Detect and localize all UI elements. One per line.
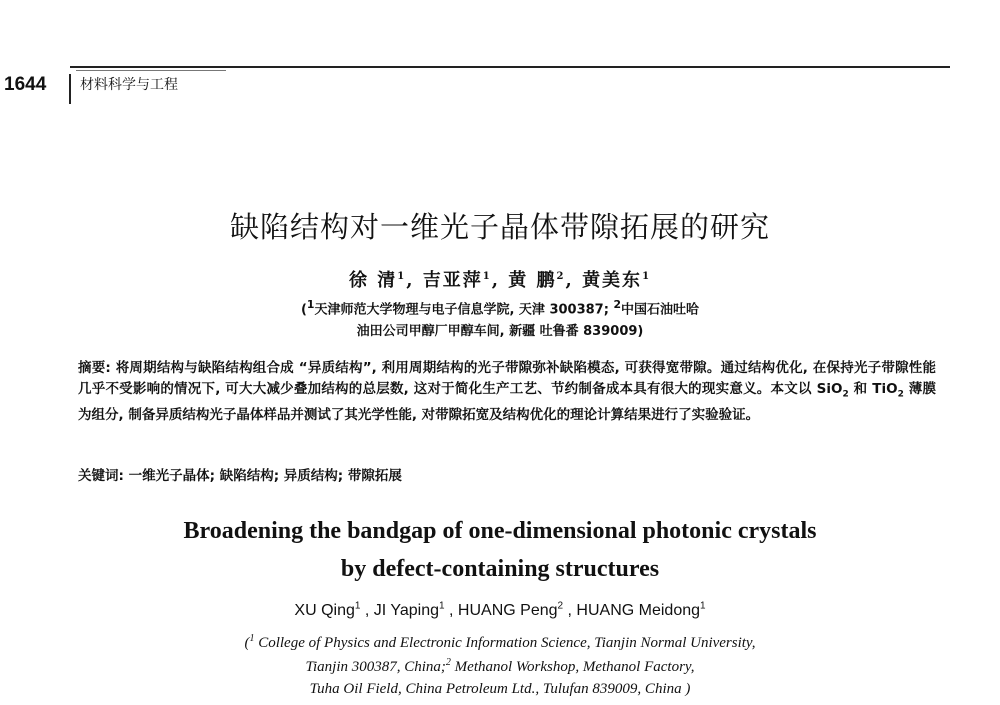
subscript: 2 [842,389,849,400]
abstract-text: 和 TiO [848,380,898,397]
header-rule [70,66,950,68]
journal-name: 材料科学与工程 [80,77,178,93]
affiliation-en-line2 [0,657,1000,676]
aff-open: ( [244,635,250,651]
author-cn: 黄美东 [582,270,643,291]
author-cn: 黄 鹏 [508,270,557,291]
aff-text: Tianjin 300387, China; [305,659,446,675]
header-rule-thin [76,70,226,71]
author-en: HUANG Meidong [576,602,701,619]
author-sup: 1 [700,600,706,612]
paper-title-en-line1: Broadening the bandgap of one-dimensional photonic crystals [183,518,817,544]
authors-cn: 徐 清$^1$, 吉亚萍$^1$, 黄 鹏$^2$, 黄美东$^1$ [348,270,652,291]
affiliation-en-line1 [0,633,1000,652]
aff-text: Methanol Workshop, Methanol Factory, [450,659,695,675]
abstract-text: 薄膜为组分, 制备异质结构光子晶体样品并测试了其光学性能, 对带隙拓宽及结构优化的理论计算结果进行了实验验证。 [78,380,937,423]
aff-text: 中国石油吐哈 [621,302,700,318]
paper-title-cn: 缺陷结构对一维光子晶体带隙拓展的研究 [229,210,770,244]
keywords-cn [78,464,402,484]
author-sup: 2 [556,271,566,282]
paper-title-en-line2: by defect-containing structures [340,556,660,582]
abstract-text: 将周期结构与缺陷结构组合成 “异质结构”, 利用周期结构的光子带隙弥补缺陷模态, 可获得宽带隙。通过结构优化, 在保持光子带隙性能几乎不受影响的情况下, 可大大减少叠加结构的总层数, 这对于简化生产工艺、节约制备成本具有很大的现实意义。本文以 SiO [78,360,936,397]
author-en: XU Qing [294,602,355,619]
abstract-label: 摘要: [78,360,111,376]
author-cn: 徐 清 [348,270,398,291]
subscript: 2 [897,389,904,400]
author-sup: 1 [439,600,445,612]
author-sup: 1 [397,271,407,282]
author-sup: 1 [482,271,492,282]
author-sup: 1 [354,600,361,612]
affiliation-cn-line2: 油田公司甲醇厂甲醇车间, 新疆 吐鲁番 839009) [356,324,644,339]
aff-sup: 1 [306,298,315,311]
aff-text: College of Physics and Electronic Information Science, Tianjin Normal University, [254,635,756,651]
aff-sup: 2 [613,298,622,311]
keywords-label: 关键词: [78,468,124,484]
affiliation-en-line3: Tuha Oil Field, China Petroleum Ltd., Tulufan 839009, China ) [309,681,691,697]
page-number: 1644 [4,74,47,95]
aff-text: 天津师范大学物理与电子信息学院, 天津 300387; [314,302,614,318]
header-divider [69,74,71,104]
aff-open: ( [300,302,307,318]
author-sup: 1 [642,271,652,282]
aff-sup: 2 [445,657,451,668]
aff-sup: 1 [249,633,255,644]
affiliation-cn-line1 [0,298,1000,317]
author-sup: 2 [557,600,564,612]
keywords-text: 一维光子晶体; 缺陷结构; 异质结构; 带隙拓展 [123,468,402,484]
author-en: HUANG Peng [457,602,558,619]
abstract-cn [78,358,936,425]
authors-en: XU Qing$^1$ , JI Yaping$^1$ , HUANG Peng$^2$ , HUANG Meidong$^1$ [294,600,706,619]
author-en: JI Yaping [373,602,440,619]
author-cn: 吉亚萍 [422,270,483,291]
